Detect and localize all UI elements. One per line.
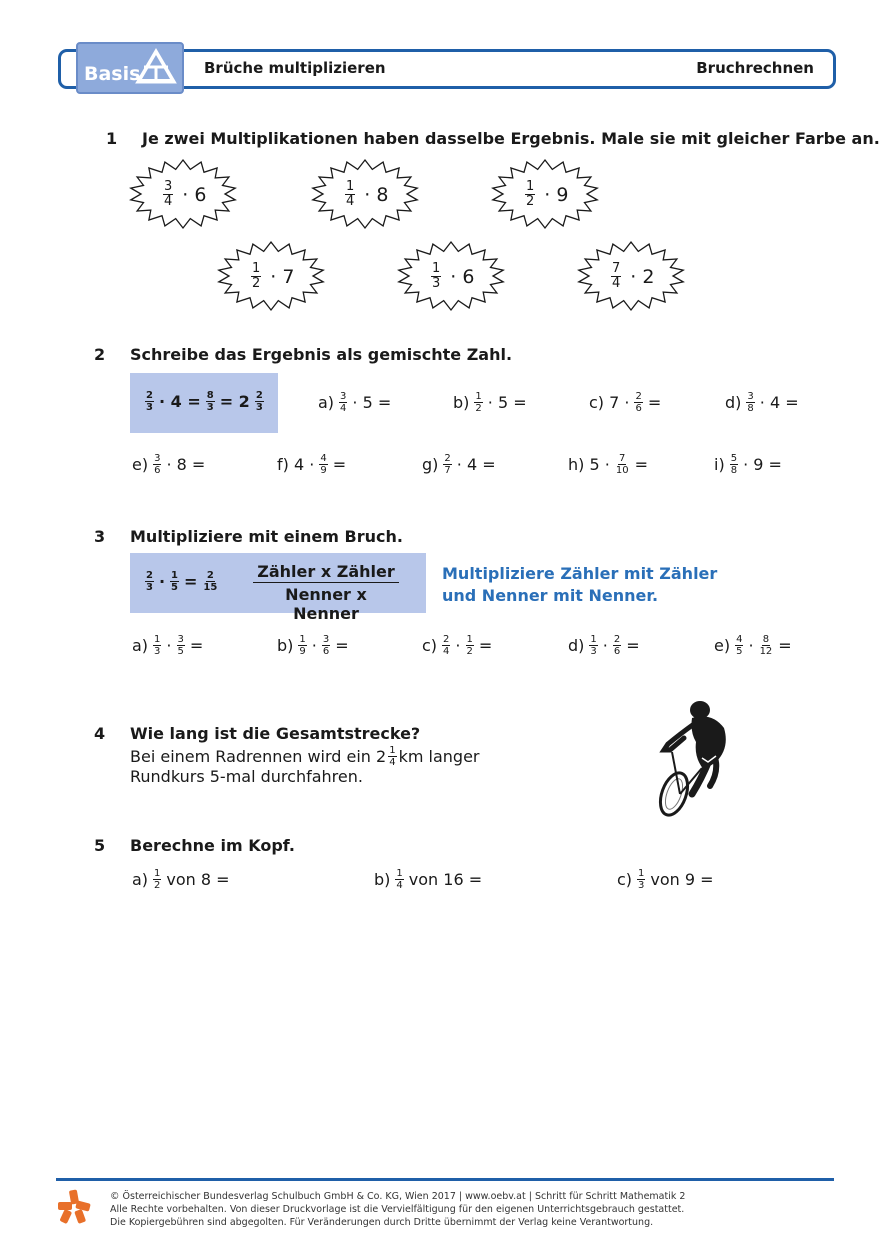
- factor: 6: [462, 265, 475, 288]
- exercise-label: i): [714, 455, 725, 474]
- fraction: $\frac{3}{6}$: [322, 634, 330, 657]
- task-title: Multipliziere mit einem Bruch.: [130, 527, 403, 546]
- exercise-label: e): [132, 455, 149, 474]
- exercise-item: [275, 453, 348, 476]
- triangle-logo-icon: [134, 46, 178, 86]
- exercise-item: [372, 868, 484, 891]
- fraction: $\frac{2}{4}$: [443, 634, 450, 657]
- factor: 9: [556, 183, 569, 206]
- operator: ·: [455, 636, 461, 655]
- example-operator: · 4 =: [158, 392, 201, 411]
- fraction: $\frac{1}{3}$: [638, 868, 645, 891]
- exercise-rest: von 16 =: [408, 870, 483, 889]
- exercise-label: d): [725, 393, 742, 412]
- operator: ·: [748, 636, 754, 655]
- exercise-label: a): [318, 393, 335, 412]
- operator: ·: [630, 265, 637, 288]
- fraction: $\frac{5}{8}$: [730, 453, 738, 476]
- factor: 6: [194, 183, 207, 206]
- fraction: $\frac{1}{2}$: [466, 634, 473, 657]
- exercise-item: [130, 453, 207, 476]
- operator: ·: [450, 265, 457, 288]
- equals: =: [478, 636, 493, 655]
- example-operator: ·: [158, 572, 166, 591]
- page-topic: Bruchrechnen: [696, 59, 814, 77]
- exercise-rest: · 5 =: [352, 393, 392, 412]
- exercise-rest: · 5 =: [487, 393, 527, 412]
- copyright-notice: [110, 1190, 685, 1229]
- task-number: 3: [94, 527, 106, 546]
- exercise-rest: · 4 =: [456, 455, 496, 474]
- fraction: $\frac{1}{2}$: [475, 391, 482, 414]
- example-result-whole: = 2: [219, 392, 250, 411]
- task-number: 2: [94, 345, 106, 364]
- fraction: $\frac{1}{4}$: [396, 868, 403, 891]
- fraction: $\frac{2}{15}$: [203, 570, 218, 593]
- example-equals: =: [184, 572, 198, 591]
- exercise-label: e): [714, 636, 731, 655]
- operator: ·: [166, 636, 172, 655]
- exercise-label: b): [453, 393, 470, 412]
- example-equation: [142, 570, 221, 593]
- fraction: $\frac{1}{5}$: [171, 570, 179, 593]
- task-title: Schreibe das Ergebnis als gemischte Zahl.: [130, 345, 513, 364]
- exercise-item: [316, 391, 393, 414]
- exercise-item: [615, 868, 716, 891]
- star-expression: [248, 262, 294, 291]
- exercise-item: [712, 453, 784, 476]
- fraction: $\frac{2}{3}$: [255, 390, 263, 413]
- fraction: $\frac{2}{3}$: [146, 390, 153, 413]
- operator: ·: [544, 183, 551, 206]
- fraction: $\frac{2}{3}$: [146, 570, 153, 593]
- fraction: $\frac{3}{4}$: [164, 179, 173, 209]
- exercise-item: [420, 453, 498, 476]
- exercise-label: c): [422, 636, 438, 655]
- fraction: $\frac{1}{3}$: [432, 261, 441, 291]
- badge-label: Basis: [84, 63, 141, 85]
- exercise-rest: =: [332, 455, 347, 474]
- exercise-label: c) 7 ·: [589, 393, 630, 412]
- operator: ·: [602, 636, 608, 655]
- exercise-label: g): [422, 455, 439, 474]
- exercise-item: [130, 868, 232, 891]
- task-title: Je zwei Multiplikationen haben dasselbe Ergebnis. Male sie mit gleicher Farbe an.: [142, 129, 880, 148]
- task-number: 5: [94, 836, 106, 855]
- exercise-label: a): [132, 870, 149, 889]
- star-expression: [342, 180, 388, 209]
- exercise-label: a): [132, 636, 149, 655]
- fraction: $\frac{2}{7}$: [444, 453, 451, 476]
- rule-note-line: und Nenner mit Nenner.: [442, 586, 659, 605]
- rule-note: [442, 563, 717, 607]
- task-text-line: Rundkurs 5-mal durchfahren.: [130, 767, 363, 786]
- copyright-line: Alle Rechte vorbehalten. Von dieser Druckvorlage ist die Vervielfältigung für den eigenen Unterrichtsgebrauch gestattet.: [110, 1204, 685, 1215]
- fraction: $\frac{2}{6}$: [613, 634, 621, 657]
- task-number: 1: [106, 129, 118, 148]
- exercise-label: f) 4 ·: [277, 455, 315, 474]
- copyright-line: © Österreichischer Bundesverlag Schulbuch GmbH & Co. KG, Wien 2017 | www.oebv.at | Schritt für Schritt Mathematik 2: [110, 1191, 686, 1202]
- fraction: $\frac{1}{2}$: [526, 179, 535, 209]
- fraction: $\frac{3}{8}$: [747, 391, 754, 414]
- task-text: km langer: [398, 747, 480, 766]
- fraction: $\frac{3}{5}$: [177, 634, 184, 657]
- task-text: Bei einem Radrennen wird ein 2: [130, 747, 387, 766]
- exercise-item: [587, 391, 663, 414]
- fraction: $\frac{1}{2}$: [154, 868, 161, 891]
- factor: 2: [642, 265, 655, 288]
- exercise-rest: · 9 =: [743, 455, 782, 474]
- fraction: $\frac{1}{4}$: [389, 745, 396, 768]
- exercise-item: [566, 634, 642, 657]
- fraction: $\frac{1}{9}$: [299, 634, 306, 657]
- fraction: $\frac{4}{5}$: [736, 634, 743, 657]
- operator: ·: [182, 183, 189, 206]
- star-expression: [522, 180, 568, 209]
- fraction: $\frac{8}{12}$: [759, 634, 773, 657]
- fraction: $\frac{1}{3}$: [154, 634, 161, 657]
- exercise-item: [420, 634, 494, 657]
- fraction: $\frac{1}{2}$: [252, 261, 261, 291]
- task-text-line: [130, 745, 480, 768]
- fraction: $\frac{2}{6}$: [635, 391, 642, 414]
- fraction: $\frac{1}{4}$: [346, 179, 355, 209]
- fraction: $\frac{3}{4}$: [340, 391, 347, 414]
- operator: ·: [270, 265, 277, 288]
- exercise-rest: von 9 =: [650, 870, 714, 889]
- exercise-item: [566, 453, 650, 476]
- exercise-rest: von 8 =: [166, 870, 230, 889]
- cyclist-illustration: [650, 698, 734, 820]
- star-expression: [160, 180, 206, 209]
- exercise-label: d): [568, 636, 585, 655]
- task-title: Berechne im Kopf.: [130, 836, 295, 855]
- exercise-label: c): [617, 870, 633, 889]
- fraction: $\frac{1}{3}$: [590, 634, 597, 657]
- exercise-item: [723, 391, 801, 414]
- task-title: Wie lang ist die Gesamtstrecke?: [130, 724, 421, 743]
- fraction: $\frac{7}{4}$: [612, 261, 621, 291]
- exercise-item: [275, 634, 351, 657]
- footer-divider: [56, 1178, 834, 1181]
- exercise-rest: =: [647, 393, 662, 412]
- equals: =: [626, 636, 640, 655]
- exercise-item: [130, 634, 205, 657]
- exercise-rest: · 8 =: [166, 455, 206, 474]
- example-equation: [142, 390, 267, 413]
- exercise-rest: =: [634, 455, 648, 474]
- page-title: Brüche multiplizieren: [204, 59, 386, 77]
- factor: 8: [376, 183, 389, 206]
- exercise-item: [451, 391, 529, 414]
- rule-numerator: Zähler x Zähler: [253, 562, 399, 583]
- fraction: $\frac{4}{9}$: [320, 453, 327, 476]
- rule-denominator: Nenner x Nenner: [285, 585, 367, 623]
- operator: ·: [364, 183, 371, 206]
- factor: 7: [282, 265, 295, 288]
- equals: =: [778, 636, 792, 655]
- fraction: $\frac{7}{10}$: [615, 453, 629, 476]
- fraction: $\frac{3}{6}$: [154, 453, 161, 476]
- exercise-label: b): [374, 870, 391, 889]
- equals: =: [335, 636, 349, 655]
- equals: =: [189, 636, 204, 655]
- rule-note-line: Multipliziere Zähler mit Zähler: [442, 564, 718, 583]
- operator: ·: [311, 636, 317, 655]
- fraction: $\frac{8}{3}$: [206, 390, 214, 413]
- exercise-rest: · 4 =: [759, 393, 799, 412]
- publisher-logo-icon: [56, 1188, 92, 1224]
- star-expression: [428, 262, 474, 291]
- exercise-label: b): [277, 636, 294, 655]
- star-expression: [608, 262, 654, 291]
- task-number: 4: [94, 724, 106, 743]
- copyright-line: Die Kopiergebühren sind abgegolten. Für Veränderungen durch Dritte übernimmt der Verlag keine Verantwortung.: [110, 1217, 654, 1228]
- exercise-item: [712, 634, 794, 657]
- exercise-label: h) 5 ·: [568, 455, 610, 474]
